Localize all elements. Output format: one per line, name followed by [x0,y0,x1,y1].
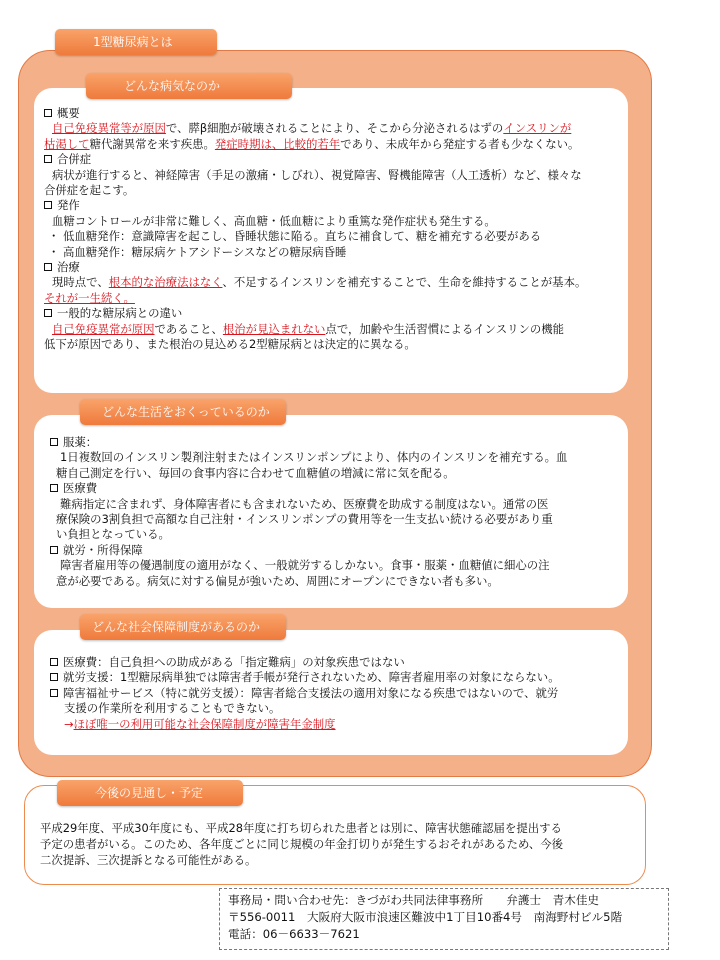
overview-red-3: 枯渇して [44,136,90,151]
medication-text-2: 糖自己測定を行い、毎回の食事内容に合わせて血糖値の増減に常に気を配る。 [56,465,455,480]
treatment-text-2: 、不足するインスリンを補充することで、生命を維持することが基本。 [222,275,587,290]
checkbox-icon [44,109,52,117]
attacks-heading: 発作 [57,198,80,213]
checkbox-icon [50,689,58,697]
welfare-item-3: 障害福祉サービス（特に就労支援）：障害者総合支援法の適用対象になる疾患ではないので、就労 [63,685,559,700]
section-life-content [50,435,567,589]
employment-text-1: 障害者雇用等の優遇制度の適用がなく、一般就労するしかない。食事・服薬・血糖値に細心の注 [60,558,550,573]
overview-heading: 概要 [57,106,80,120]
difference-text-2: 点で，加齢や生活習慣によるインスリンの機能 [325,321,565,336]
checkbox-icon [50,546,58,554]
medication-heading: 服薬： [63,435,98,449]
welfare-item-2: 就労支援：1型糖尿病単独では障害者手帳が発行されないため、障害者雇用率の対象にならない。 [63,670,560,685]
overview-text-3: であり、未成年から発症する者も少なくない。 [340,136,580,151]
contact-line-3: 電話：06－6633－7621 [228,927,360,941]
section-disease-content [44,106,586,353]
overview-text-2: 糖代謝異常を来す疾患。 [89,136,215,151]
future-text-2: 予定の患者がいる。このため、各年度ごとに同じ規模の年金打切りが発生するおそれがあるため、今後 [40,837,564,851]
checkbox-icon [44,201,52,209]
future-content [40,820,563,868]
contact-line-2: 〒556-0011 大阪府大阪市浪速区難波中1丁目10番4号 南海野村ビル5階 [228,910,623,924]
contact-box [219,888,669,950]
welfare-item-1: 医療費：自己負担への助成がある「指定難病」の対象疾患ではない [63,655,405,669]
overview-red-1: 自己免疫異常等が原因 [52,121,166,136]
treatment-red-1: 根本的な治療法はなく [108,275,223,290]
medical-costs-text-2: 療保険の3割負担で高額な自己注射・インスリンポンプの費用等を一生支払い続ける必要があり重 [56,512,553,527]
treatment-heading: 治療 [57,260,80,275]
difference-red-2: 根治が見込まれない [222,321,326,336]
employment-text-2: 意が必要である。病気に対する偏見が強いため、周囲にオープンにできない者も多い。 [56,573,499,588]
medical-costs-text-1: 難病指定に含まれず、身体障害者にも含まれないため、医療費を助成する制度はない。通常の医 [60,496,549,511]
difference-heading: 一般的な糖尿病との違い [57,306,183,321]
complications-heading: 合併症 [57,152,92,167]
section-welfare-tab: どんな社会保障制度があるのか [80,614,286,640]
welfare-item-3-cont: 支援の作業所を利用することもできない。 [64,701,281,716]
checkbox-icon [44,309,52,317]
checkbox-icon [44,263,52,271]
difference-text-3: 低下が原因であり、また根治の見込める2型糖尿病とは決定的に異なる。 [44,337,416,352]
overview-text-1: で、膵β細胞が破壊されることにより、そこから分泌されるはずの [165,121,504,136]
employment-heading: 就労・所得保障 [63,542,143,557]
attacks-text-2: ・ 低血糖発作：意識障害を起こし、昏睡状態に陥る。直ちに補食して、糖を補充する必要がある [48,229,542,244]
complications-text-2: 合併症を起こす。 [44,183,135,198]
checkbox-icon [44,155,52,163]
overview-heading-row [44,106,586,121]
difference-red-1: 自己免疫異常が原因 [52,321,155,336]
section-life-tab: どんな生活をおくっているのか [80,399,286,425]
medical-costs-heading: 医療費 [63,481,98,496]
treatment-text-1: 現時点で、 [52,275,109,290]
attacks-text-3: ・ 高血糖発作：糖尿病ケトアシドーシスなどの糖尿病昏睡 [48,244,347,259]
checkbox-icon [50,484,58,492]
checkbox-icon [50,658,58,666]
overview-red-2: インスリンが [503,121,572,136]
difference-text-1: であること、 [154,321,223,336]
welfare-conclusion: ほぼ唯一の利用可能な社会保障制度が障害年金制度 [73,716,336,731]
section-disease-tab: どんな病気なのか [86,73,292,99]
overview-red-4: 発症時期は、比較的若年 [214,136,341,151]
section-welfare-content [50,655,560,732]
medication-text-1: 1日複数回のインスリン製剤注射またはインスリンポンプにより、体内のインスリンを補充する。血 [60,450,568,465]
future-text-1: 平成29年度、平成30年度にも、平成28年度に打ち切られた患者とは別に、障害状態確認届を提出する [40,821,562,835]
attacks-text-1: 血糖コントロールが非常に難しく、高血糖・低血糖により重篤な発作症状も発生する。 [52,213,496,228]
main-title-tab: 1型糖尿病とは [55,29,217,55]
contact-line-1: 事務局・問い合わせ先：きづがわ共同法律事務所 弁護士 青木佳史 [228,893,600,907]
checkbox-icon [50,673,58,681]
future-tab: 今後の見通し・予定 [57,780,243,806]
arrow-icon: → [64,716,74,731]
future-text-3: 二次提訴、三次提訴となる可能性がある。 [40,853,257,867]
treatment-red-2: それが一生続く。 [44,290,135,305]
medical-costs-text-3: い負担となっている。 [56,527,170,542]
complications-text-1: 病状が進行すると、神経障害（手足の激痛・しびれ）、視覚障害、腎機能障害（人工透析）など、様々な [52,167,582,182]
checkbox-icon [50,438,58,446]
